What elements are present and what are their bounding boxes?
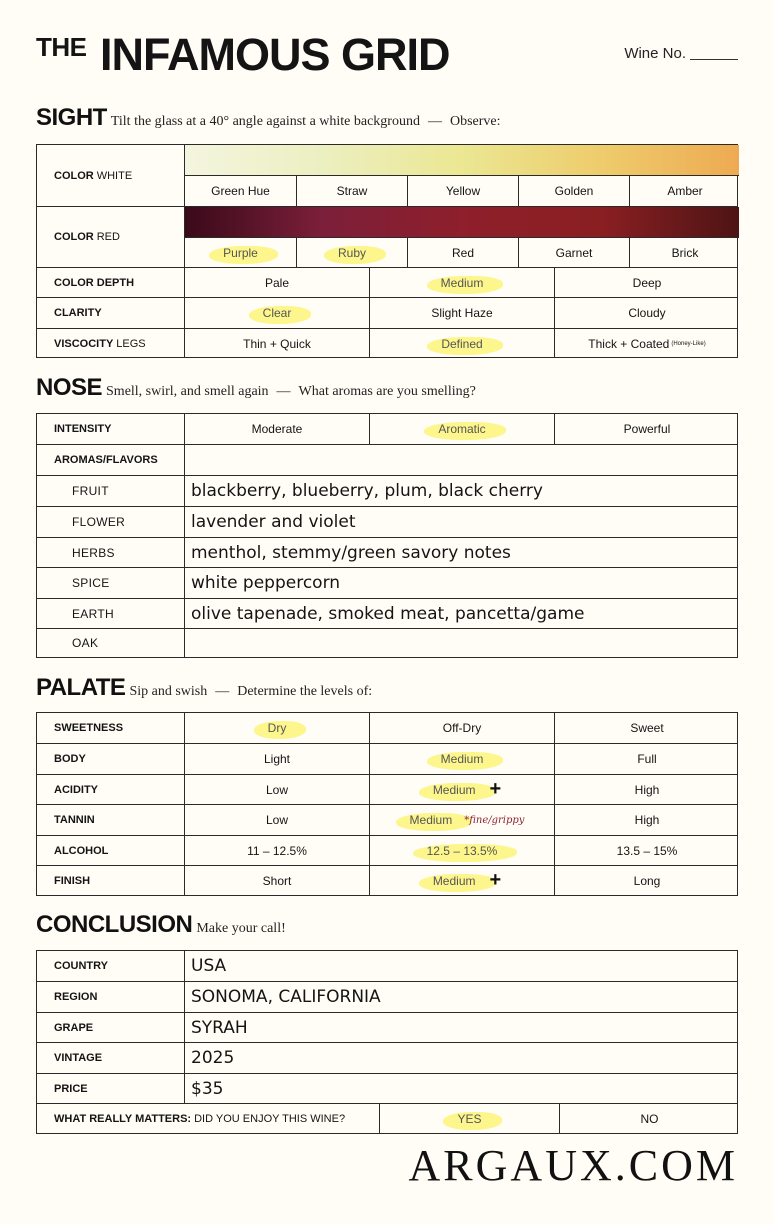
conclusion-heading <box>36 911 286 939</box>
row-intensity <box>37 414 737 444</box>
row-color-red <box>37 206 737 267</box>
option-off-dry[interactable]: Off-Dry <box>369 713 554 743</box>
option-medium[interactable] <box>369 866 554 895</box>
tannin-note: *fine/grippy <box>464 814 525 826</box>
selected-highlight: Clear <box>253 305 302 321</box>
row-herbs <box>37 537 737 567</box>
option-light[interactable]: Light <box>184 744 369 774</box>
oak-field[interactable] <box>184 629 739 657</box>
row-label: AROMAS/FLAVORS <box>54 454 158 466</box>
row-label: VINTAGE <box>54 1052 103 1064</box>
option-golden[interactable]: Golden <box>518 176 629 206</box>
dash: — <box>215 684 230 699</box>
herbs-field[interactable]: menthol, stemmy/green savory notes <box>184 538 739 567</box>
row-label: WHAT REALLY MATTERS: DID YOU ENJOY THIS WINE? <box>54 1112 346 1125</box>
row-label: CLARITY <box>54 307 102 319</box>
option-thin-quick[interactable]: Thin + Quick <box>184 329 369 358</box>
row-color-depth <box>37 267 737 297</box>
white-color-gradient <box>185 145 739 175</box>
option-moderate[interactable]: Moderate <box>184 414 369 444</box>
option-yes[interactable] <box>379 1104 559 1133</box>
option-medium[interactable] <box>369 268 554 297</box>
red-color-gradient <box>185 207 739 237</box>
option-pale[interactable]: Pale <box>184 268 369 297</box>
row-label: PRICE <box>54 1082 88 1095</box>
row-what-matters <box>37 1103 737 1133</box>
row-label: ACIDITY <box>54 783 98 796</box>
row-label: VISCOCITY LEGS <box>54 337 146 350</box>
option-no[interactable]: NO <box>559 1104 739 1133</box>
option-ruby[interactable] <box>296 238 407 267</box>
option-yellow[interactable]: Yellow <box>407 176 518 206</box>
earth-field[interactable]: olive tapenade, smoked meat, pancetta/game <box>184 599 739 628</box>
option-high[interactable]: High <box>554 805 739 835</box>
row-spice <box>37 567 737 598</box>
row-price <box>37 1073 737 1103</box>
option-green-hue[interactable]: Green Hue <box>211 184 270 198</box>
nose-title: NOSE <box>36 374 103 401</box>
row-acidity <box>37 774 737 804</box>
option-deep[interactable]: Deep <box>554 268 739 297</box>
row-label: HERBS <box>72 545 115 560</box>
option-garnet[interactable]: Garnet <box>518 238 629 267</box>
selected-highlight: YES <box>447 1111 491 1127</box>
option-aromatic[interactable] <box>369 414 554 444</box>
sight-title: SIGHT <box>36 104 107 131</box>
row-country <box>37 951 737 981</box>
region-field[interactable]: SONOMA, CALIFORNIA <box>184 982 739 1012</box>
option-short[interactable]: Short <box>184 866 369 895</box>
flower-field[interactable]: lavender and violet <box>184 507 739 537</box>
row-earth <box>37 598 737 628</box>
row-finish <box>37 865 737 895</box>
option-amber[interactable]: Amber <box>629 176 740 206</box>
option-red[interactable]: Red <box>407 238 518 267</box>
row-alcohol <box>37 835 737 865</box>
selected-highlight: Purple <box>213 245 268 261</box>
sight-observe: Observe: <box>449 114 501 129</box>
row-label: INTENSITY <box>54 423 112 435</box>
option-dry[interactable] <box>184 713 369 743</box>
row-fruit <box>37 475 737 506</box>
option-full[interactable]: Full <box>554 744 739 774</box>
row-label: COUNTRY <box>54 960 108 972</box>
row-grape <box>37 1012 737 1042</box>
palate-grid <box>36 712 738 896</box>
option-straw[interactable]: Straw <box>296 176 407 206</box>
nose-grid <box>36 413 738 658</box>
palate-title: PALATE <box>36 674 126 701</box>
plus-mark: + <box>489 869 502 891</box>
option-purple[interactable] <box>185 238 296 267</box>
sight-grid <box>36 144 738 358</box>
row-label: BODY <box>54 753 86 765</box>
row-label: SWEETNESS <box>54 722 124 734</box>
option-medium[interactable] <box>369 805 554 835</box>
price-field[interactable]: $35 <box>184 1074 739 1103</box>
sight-subtitle: Tilt the glass at a 40° angle against a white background <box>110 114 420 129</box>
selected-highlight: Medium <box>431 751 494 767</box>
row-clarity <box>37 297 737 328</box>
option-defined[interactable] <box>369 329 554 358</box>
option-low[interactable]: Low <box>184 805 369 835</box>
row-tannin <box>37 804 737 835</box>
title-prefix: THE <box>36 32 87 62</box>
option-slight-haze[interactable]: Slight Haze <box>369 298 554 328</box>
row-label: TANNIN <box>54 814 95 826</box>
wine-number-label: Wine No. <box>624 45 686 62</box>
option-sweet[interactable]: Sweet <box>554 713 739 743</box>
nose-subtitle: Smell, swirl, and smell again <box>106 384 269 399</box>
dash: — <box>427 114 442 129</box>
row-label: GRAPE <box>54 1021 94 1034</box>
row-label: COLOR DEPTH <box>54 276 135 289</box>
option-cloudy[interactable]: Cloudy <box>554 298 739 328</box>
option-alcohol-high[interactable]: 13.5 – 15% <box>554 836 739 865</box>
nose-heading <box>36 374 476 402</box>
row-color-white <box>37 145 737 206</box>
selected-highlight: Dry <box>258 720 297 736</box>
selected-highlight: Medium <box>400 812 463 828</box>
page-header <box>36 28 738 84</box>
palate-heading <box>36 674 372 702</box>
row-label: FLOWER <box>72 515 126 529</box>
brand-logo[interactable]: ARGAUX.COM <box>408 1141 738 1190</box>
conclusion-grid <box>36 950 738 1134</box>
row-flower <box>37 506 737 537</box>
row-region <box>37 981 737 1012</box>
option-thick-coated[interactable]: Thick + Coated (Honey-Like) <box>554 329 739 358</box>
row-vintage <box>37 1042 737 1073</box>
option-brick[interactable]: Brick <box>629 238 740 267</box>
footnote: (Honey-Like) <box>671 340 706 347</box>
row-label: FRUIT <box>72 484 109 498</box>
option-clear[interactable] <box>184 298 369 328</box>
color-red-options <box>184 207 739 267</box>
spice-field[interactable]: white peppercorn <box>184 568 739 598</box>
row-label: COLOR WHITE <box>54 169 133 182</box>
option-alcohol-low[interactable]: 11 – 12.5% <box>184 836 369 865</box>
selected-highlight: Medium <box>431 275 494 291</box>
selected-highlight: Aromatic <box>428 421 495 437</box>
option-medium[interactable] <box>369 775 554 804</box>
option-high[interactable]: High <box>554 775 739 804</box>
conclusion-title: CONCLUSION <box>36 911 193 938</box>
row-label: REGION <box>54 991 98 1003</box>
wine-number-line <box>690 59 738 60</box>
page-title: INFAMOUS GRID <box>100 29 450 80</box>
row-label: FINISH <box>54 874 91 887</box>
nose-question: What aromas are you smelling? <box>298 384 476 399</box>
row-aromas-header <box>37 444 737 475</box>
color-white-options <box>184 145 739 206</box>
sight-heading <box>36 104 501 132</box>
option-medium[interactable] <box>369 744 554 774</box>
country-field[interactable]: USA <box>184 951 739 981</box>
grape-field[interactable]: SYRAH <box>184 1013 739 1042</box>
row-viscosity <box>37 328 737 358</box>
option-low[interactable]: Low <box>184 775 369 804</box>
vintage-field[interactable]: 2025 <box>184 1043 739 1073</box>
option-long[interactable]: Long <box>554 866 739 895</box>
row-oak <box>37 628 737 657</box>
row-label: SPICE <box>72 576 110 590</box>
selected-highlight: Ruby <box>328 245 376 261</box>
row-body <box>37 743 737 774</box>
plus-mark: + <box>489 778 502 800</box>
wine-number-field[interactable] <box>624 45 738 62</box>
row-label: OAK <box>72 636 99 650</box>
aromas-header-blank <box>184 445 739 475</box>
palate-instruction: Determine the levels of: <box>237 684 373 699</box>
row-label: EARTH <box>72 606 114 621</box>
fruit-field[interactable]: blackberry, blueberry, plum, black cherry <box>184 476 739 506</box>
conclusion-subtitle: Make your call! <box>196 921 286 936</box>
selected-highlight: Defined <box>431 336 492 352</box>
selected-highlight: Medium <box>423 782 486 798</box>
row-label: COLOR RED <box>54 231 120 243</box>
row-sweetness <box>37 713 737 743</box>
option-alcohol-mid[interactable] <box>369 836 554 865</box>
dash: — <box>276 384 291 399</box>
palate-subtitle: Sip and swish <box>129 684 208 699</box>
selected-highlight: 12.5 – 13.5% <box>417 843 508 859</box>
selected-highlight: Medium <box>423 873 486 889</box>
option-powerful[interactable]: Powerful <box>554 414 739 444</box>
row-label: ALCOHOL <box>54 844 109 857</box>
